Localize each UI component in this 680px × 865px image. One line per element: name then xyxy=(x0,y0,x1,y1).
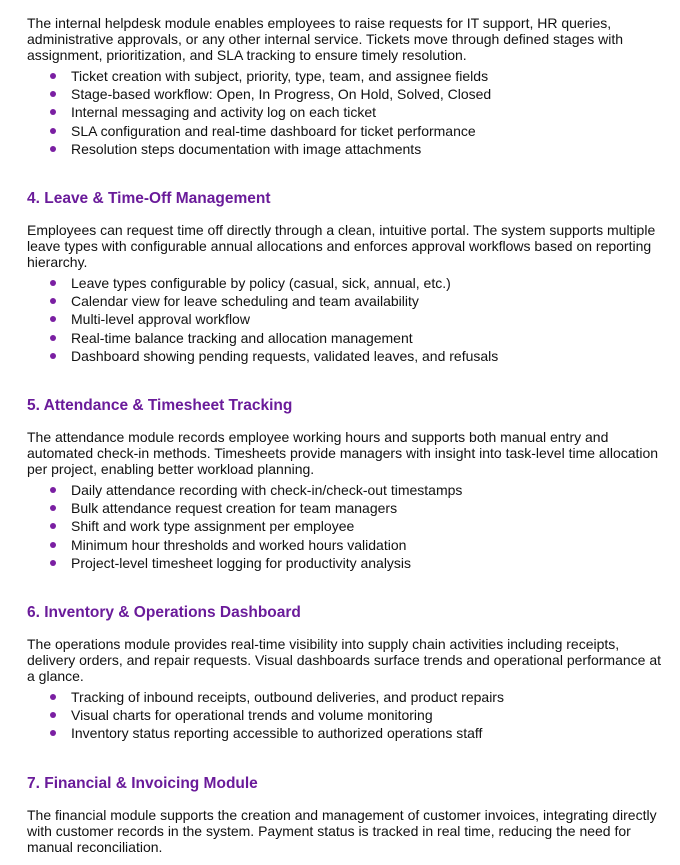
section-paragraph-financial: The financial module supports the creation and management of customer invoices, integrating directly with customer records in the system. Payment status is tracked in real time, reducing the need for manual reconciliation. xyxy=(27,806,657,855)
list-item-text: Visual charts for operational trends and volume monitoring xyxy=(71,707,433,724)
list-item xyxy=(27,122,680,140)
list-item xyxy=(27,67,680,85)
list-item xyxy=(27,140,680,158)
list-item-text: Stage-based workflow: Open, In Progress, On Hold, Solved, Closed xyxy=(71,86,492,103)
list-item-text: Bulk attendance request creation for team managers xyxy=(71,500,398,517)
list-item xyxy=(27,481,680,499)
bullet-dot-icon xyxy=(50,487,56,493)
section-bullet-list-attendance xyxy=(27,481,680,572)
bullet-dot-icon xyxy=(50,542,56,548)
section-bullet-list-inventory xyxy=(27,688,680,743)
bullet-dot-icon xyxy=(50,280,56,286)
bullet-dot-icon xyxy=(50,73,56,79)
list-item-text: Real-time balance tracking and allocation management xyxy=(71,329,413,346)
list-item-text: Ticket creation with subject, priority, type, team, and assignee fields xyxy=(71,68,489,84)
list-item-text: Internal messaging and activity log on each ticket xyxy=(71,104,377,121)
section-heading-attendance: 5. Attendance & Timesheet Tracking xyxy=(27,397,293,415)
bullet-dot-icon xyxy=(50,128,56,134)
bullet-dot-icon xyxy=(50,316,56,322)
list-item xyxy=(27,724,680,742)
list-item xyxy=(27,536,680,554)
section-bullet-list-leave xyxy=(27,274,680,365)
section-heading-financial: 7. Financial & Invoicing Module xyxy=(27,774,258,792)
section-heading-leave: 4. Leave & Time-Off Management xyxy=(27,190,271,208)
list-item xyxy=(27,310,680,328)
bullet-dot-icon xyxy=(50,712,56,718)
intro-paragraph: The internal helpdesk module enables employees to raise requests for IT support, HR queries, administrative approvals, or any other internal service. Tickets move through defined stages with assignment, prioritization, and SLA tracking to ensure timely resolution. xyxy=(27,15,624,63)
list-item xyxy=(27,517,680,535)
bullet-dot-icon xyxy=(50,298,56,304)
list-item-text: Shift and work type assignment per employee xyxy=(71,518,355,535)
bullet-dot-icon xyxy=(50,730,56,736)
list-item xyxy=(27,347,680,365)
list-item-text: SLA configuration and real-time dashboard for ticket performance xyxy=(71,122,476,139)
list-item-text: Project-level timesheet logging for productivity analysis xyxy=(71,554,412,571)
list-item-text: Resolution steps documentation with image attachments xyxy=(71,140,422,157)
list-item xyxy=(27,329,680,347)
list-item-text: Leave types configurable by policy (casual, sick, annual, etc.) xyxy=(71,275,451,292)
list-item-text: Daily attendance recording with check-in/check-out timestamps xyxy=(71,482,463,499)
list-item xyxy=(27,499,680,517)
list-item xyxy=(27,688,680,706)
bullet-dot-icon xyxy=(50,523,56,529)
section-paragraph-inventory: The operations module provides real-time visibility into supply chain activities including receipts, delivery orders, and repair requests. Visual dashboards surface trends and operational performance at a glance. xyxy=(27,636,661,685)
bullet-dot-icon xyxy=(50,560,56,566)
bullet-dot-icon xyxy=(50,694,56,700)
bullet-dot-icon xyxy=(50,91,56,97)
list-item-text: Minimum hour thresholds and worked hours validation xyxy=(71,536,407,553)
list-item xyxy=(27,292,680,310)
list-item xyxy=(27,554,680,572)
bullet-dot-icon xyxy=(50,109,56,115)
bullet-dot-icon xyxy=(50,353,56,359)
list-item-text: Inventory status reporting accessible to authorized operations staff xyxy=(71,725,483,742)
section-paragraph-attendance: The attendance module records employee working hours and supports both manual entry and automated check-in methods. Timesheets provide managers with insight into task-level time allocation per project, enabling better workload planning. xyxy=(27,429,659,478)
list-item xyxy=(27,85,680,103)
bullet-dot-icon xyxy=(50,335,56,341)
list-item-text: Dashboard showing pending requests, validated leaves, and refusals xyxy=(71,347,499,364)
section-heading-inventory: 6. Inventory & Operations Dashboard xyxy=(27,604,301,622)
list-item xyxy=(27,706,680,724)
bullet-dot-icon xyxy=(50,146,56,152)
bullet-dot-icon xyxy=(50,505,56,511)
intro-bullet-list xyxy=(27,67,680,158)
section-paragraph-leave: Employees can request time off directly through a clean, intuitive portal. The system supports multiple leave types with configurable annual allocations and enforces approval workflows based on reporting hierarchy. xyxy=(27,222,656,271)
list-item xyxy=(27,274,680,292)
list-item-text: Multi-level approval workflow xyxy=(71,311,250,328)
list-item xyxy=(27,103,680,121)
list-item-text: Calendar view for leave scheduling and team availability xyxy=(71,293,419,310)
list-item-text: Tracking of inbound receipts, outbound deliveries, and product repairs xyxy=(71,689,504,706)
